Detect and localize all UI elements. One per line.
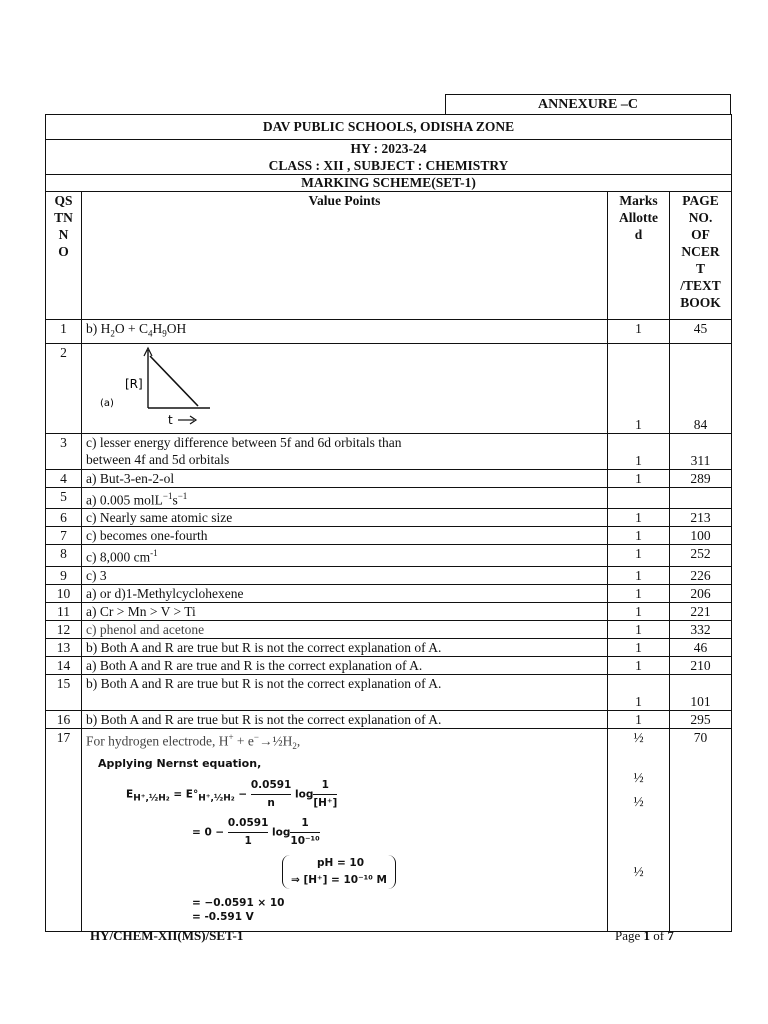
question-number: 15 <box>46 675 82 711</box>
value-point: b) $H_2O + C_4H_9OH$ <box>82 320 608 344</box>
graph-y-label: [R] <box>125 376 143 391</box>
ncert-page: 226 <box>670 567 732 585</box>
marks-allotted: 1 <box>608 567 670 585</box>
table-row <box>46 675 732 711</box>
marks-allotted: 1 <box>608 585 670 603</box>
marks-allotted: 1 <box>608 433 670 469</box>
value-point <box>82 343 608 433</box>
marks-allotted: 1 <box>608 469 670 487</box>
table-row <box>46 657 732 675</box>
page-header-line: PAGE <box>682 193 719 208</box>
marks-allotted: 1 <box>608 621 670 639</box>
value-point: a) Cr > Mn > V > Ti <box>82 603 608 621</box>
table-row <box>46 729 732 932</box>
page-prefix: Page <box>615 928 644 943</box>
col-value-points: Value Points <box>82 192 608 320</box>
scheme-title: MARKING SCHEME(SET-1) <box>46 175 732 192</box>
value-point: a) But-3-en-2-ol <box>82 469 608 487</box>
qstn-header-line: TN <box>54 210 73 225</box>
qstn-header-line: QS <box>54 193 73 208</box>
ncert-page: 70 <box>670 729 732 932</box>
org-title: DAV PUBLIC SCHOOLS, ODISHA ZONE <box>46 115 732 140</box>
ncert-page: 213 <box>670 509 732 527</box>
eq-intro: For hydrogen electrode, $H^+ + e^-\to\frac{1}{2}H_2$, <box>86 732 301 752</box>
value-point <box>82 433 608 469</box>
value-point: c) 8,000 $cm^{-1}$ <box>82 545 608 567</box>
question-number: 13 <box>46 639 82 657</box>
marks-header-line: Marks <box>619 193 658 208</box>
marks-allotted: 1 <box>608 675 670 711</box>
question-number: 17 <box>46 729 82 932</box>
page-header-line: OF <box>691 227 710 242</box>
footer-code: HY/CHEM-XII(MS)/SET-1 <box>90 928 244 943</box>
page-header-line: BOOK <box>680 295 721 310</box>
value-point: c) becomes one-fourth <box>82 527 608 545</box>
col-page <box>670 192 732 320</box>
ncert-page: 84 <box>670 343 732 433</box>
value-point: a) Both A and R are true and R is the correct explanation of A. <box>82 657 608 675</box>
marks-allotted: 1 <box>608 343 670 433</box>
question-number: 16 <box>46 711 82 729</box>
graph-line <box>150 356 198 406</box>
marks-allotted: 1 <box>608 603 670 621</box>
question-number: 9 <box>46 567 82 585</box>
marks-allotted: 1 <box>608 320 670 344</box>
value-point: c) Nearly same atomic size <box>82 509 608 527</box>
nernst-bracket: pH = 10 ⇒ [H⁺] = 10⁻¹⁰ M <box>282 855 396 889</box>
question-number: 5 <box>46 487 82 509</box>
ncert-page: 100 <box>670 527 732 545</box>
table-row <box>46 320 732 344</box>
value-point-line: c) lesser energy difference between 5f and 6d orbitals than <box>86 434 402 450</box>
value-point <box>82 729 608 932</box>
marks-allotted <box>608 487 670 509</box>
nernst-eq4: = -0.591 V <box>192 911 254 924</box>
col-qstn <box>46 192 82 320</box>
ncert-page: 45 <box>670 320 732 344</box>
graph-panel-label: (a) <box>100 397 114 409</box>
table-row <box>46 433 732 469</box>
value-point-line: between 4f and 5d orbitals <box>86 451 230 467</box>
marks-allotted: 1 <box>608 545 670 567</box>
value-point: a) or d)1-Methylcyclohexene <box>82 585 608 603</box>
marking-scheme-table <box>45 114 732 932</box>
question-number: 8 <box>46 545 82 567</box>
question-number: 7 <box>46 527 82 545</box>
value-point: c) phenol and acetone <box>82 621 608 639</box>
marks-allotted: 1 <box>608 527 670 545</box>
table-row <box>46 487 732 509</box>
page-number <box>615 928 674 944</box>
table-row <box>46 567 732 585</box>
ncert-page: 46 <box>670 639 732 657</box>
page-header-line: T <box>696 261 706 276</box>
table-row <box>46 621 732 639</box>
question-number: 1 <box>46 320 82 344</box>
annexure-label: ANNEXURE –C <box>445 94 731 115</box>
marks-allotted: 1 <box>608 711 670 729</box>
table-row <box>46 603 732 621</box>
header-block <box>46 140 732 175</box>
marks-allotted: 1 <box>608 639 670 657</box>
table-row <box>46 527 732 545</box>
qstn-header-line: O <box>58 244 69 259</box>
question-number: 14 <box>46 657 82 675</box>
nernst-eq3: = −0.0591 × 10 <box>192 897 285 910</box>
table-row <box>46 509 732 527</box>
value-point: b) Both A and R are true but R is not the correct explanation of A. <box>82 675 608 711</box>
nernst-eq1: $E_{H^+,\frac{1}{2}H_2} = E^\circ_{H^+,\frac{1}{2}H_2}$ − $\frac{0.0591}{n}$ log $\frac{1}{[H^+]}$ <box>126 779 338 810</box>
marks-header-line: d <box>634 227 643 242</box>
ncert-page: 295 <box>670 711 732 729</box>
ncert-page: 252 <box>670 545 732 567</box>
value-point: b) Both A and R are true but R is not the correct explanation of A. <box>82 711 608 729</box>
table-row <box>46 469 732 487</box>
table-row <box>46 711 732 729</box>
graph-x-label: t <box>168 412 173 426</box>
page-total: 7 <box>667 928 674 943</box>
ncert-page: 332 <box>670 621 732 639</box>
half-mark: ½ <box>633 730 644 746</box>
question-number: 2 <box>46 343 82 433</box>
ncert-page: 221 <box>670 603 732 621</box>
ncert-page <box>670 487 732 509</box>
question-number: 3 <box>46 433 82 469</box>
ncert-page: 311 <box>670 433 732 469</box>
page-header-line: /TEXT <box>680 278 721 293</box>
question-number: 6 <box>46 509 82 527</box>
question-number: 10 <box>46 585 82 603</box>
term-title: HY : 2023-24 <box>350 141 427 156</box>
question-number: 4 <box>46 469 82 487</box>
table-row <box>46 639 732 657</box>
qstn-header-line: N <box>58 227 69 242</box>
value-point: a) 0.005 $molL^{-1}s^{-1}$ <box>82 487 608 509</box>
column-header-row <box>46 192 732 320</box>
value-point: b) Both A and R are true but R is not the correct explanation of A. <box>82 639 608 657</box>
question-number: 12 <box>46 621 82 639</box>
nernst-eq2: = 0 − $\frac{0.0591}{1}$ log $\frac{1}{\text{10⁻¹⁰}}$ <box>192 817 320 848</box>
ncert-page: 210 <box>670 657 732 675</box>
nernst-heading: Applying Nernst equation, <box>98 757 262 771</box>
table-body <box>46 320 732 932</box>
half-mark: ½ <box>633 770 644 786</box>
ncert-page: 206 <box>670 585 732 603</box>
col-marks <box>608 192 670 320</box>
ncert-page: 101 <box>670 675 732 711</box>
table-row <box>46 343 732 433</box>
table-row <box>46 585 732 603</box>
half-mark: ½ <box>633 864 644 880</box>
page-mid: of <box>650 928 668 943</box>
class-subject-title: CLASS : XII , SUBJECT : CHEMISTRY <box>268 158 509 173</box>
marks-allotted <box>608 729 670 932</box>
table-row <box>46 545 732 567</box>
question-number: 11 <box>46 603 82 621</box>
page-current: 1 <box>643 928 651 943</box>
ncert-page: 289 <box>670 469 732 487</box>
marks-allotted: 1 <box>608 509 670 527</box>
nernst-working <box>86 755 603 931</box>
page-header-line: NO. <box>688 210 713 225</box>
value-point: c) 3 <box>82 567 608 585</box>
half-mark: ½ <box>633 794 644 810</box>
marks-header-line: Allotte <box>619 210 658 225</box>
marks-allotted: 1 <box>608 657 670 675</box>
page-header-line: NCER <box>681 244 720 259</box>
rate-graph <box>86 344 246 426</box>
